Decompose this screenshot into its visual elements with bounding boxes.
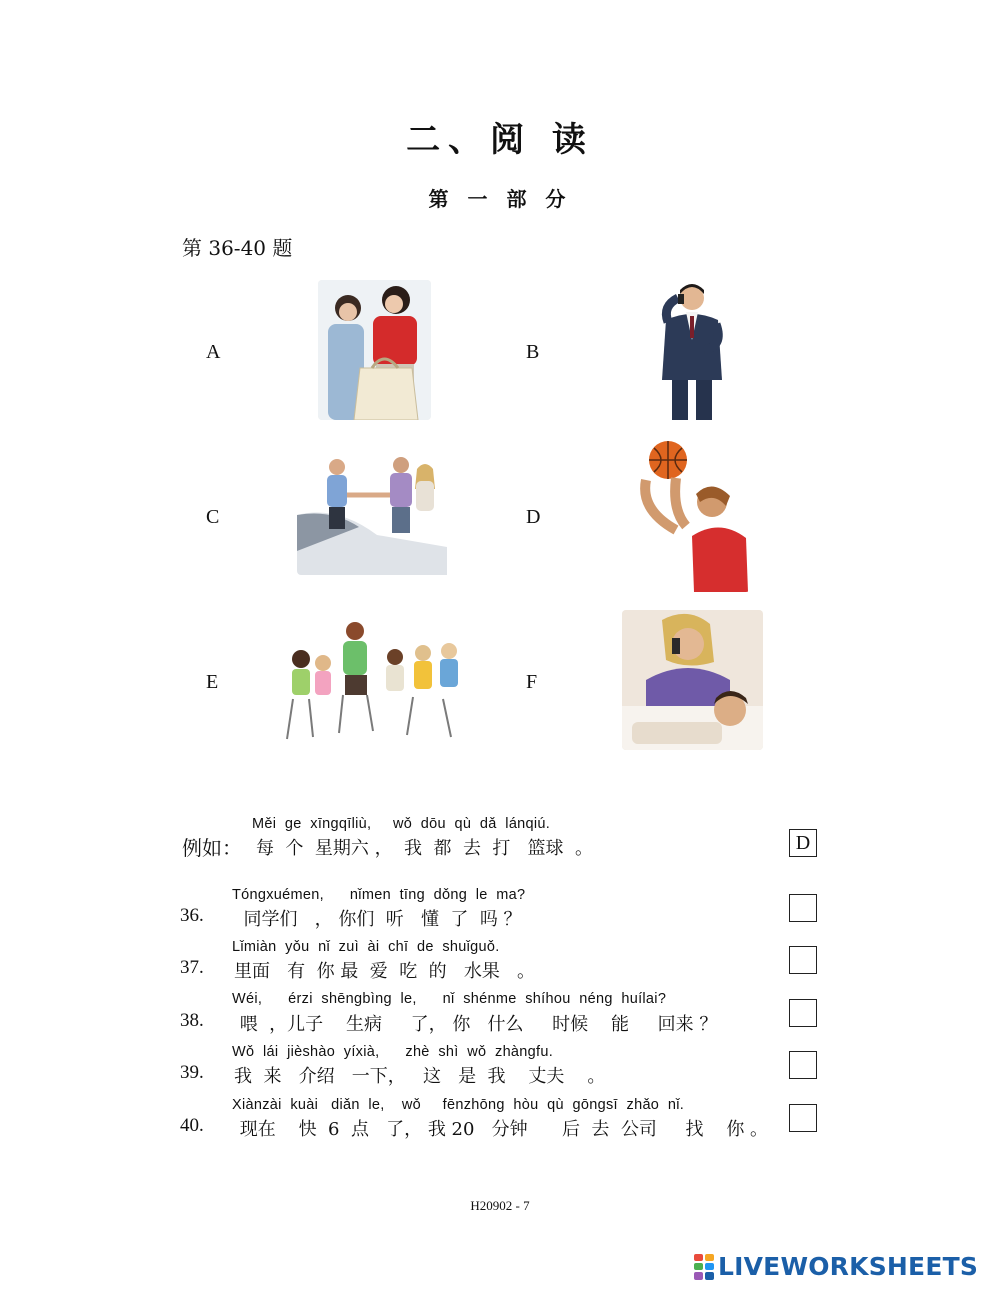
example-pinyin: Měi ge xīngqīliù, wǒ dōu qù dǎ lánqiú. [252, 816, 551, 832]
question-39-number: 39. [180, 1062, 204, 1083]
liveworksheets-wordmark: LIVEWORKSHEETS [718, 1252, 979, 1281]
question-36-pinyin: Tóngxuémen, nǐmen tīng dǒng le ma? [232, 887, 526, 903]
question-38-answer-box[interactable] [789, 999, 817, 1027]
people-handshake-car-icon [297, 455, 452, 575]
question-38-pinyin: Wéi, érzi shēngbìng le, nǐ shénme shíhou néng huílai? [232, 991, 667, 1007]
part-subtitle: 第 一 部 分 [428, 187, 572, 211]
businessman-phone-watch-icon [652, 280, 732, 422]
picture-letter-e: E [206, 671, 219, 693]
liveworksheets-brand[interactable] [694, 1252, 978, 1281]
question-36-number: 36. [180, 905, 204, 926]
teacher-children-circle-icon [283, 619, 467, 741]
example-label: 例如： [182, 836, 242, 860]
question-37-answer-box[interactable] [789, 946, 817, 974]
question-38-number: 38. [180, 1010, 204, 1031]
picture-letter-f: F [526, 671, 538, 693]
question-39-pinyin: Wǒ lái jièshào yíxià, zhè shì wǒ zhàngfu. [232, 1044, 554, 1060]
question-40-pinyin: Xiànzài kuài diǎn le, wǒ fēnzhōng hòu qù gōngsī zhǎo nǐ. [232, 1097, 685, 1113]
picture-letter-b: B [526, 341, 540, 363]
question-37-number: 37. [180, 957, 204, 978]
picture-letter-c: C [206, 506, 220, 528]
example-answer-box: D [789, 829, 817, 857]
question-40-sentence: 现在 快 6 点 了， 我 20 分钟 后 去 公司 找 你 。 [234, 1119, 769, 1140]
question-range: 第 36-40 题 [182, 236, 293, 260]
mother-phone-sick-child-icon [622, 610, 763, 750]
question-37-pinyin: Lǐmiàn yǒu nǐ zuì ài chī de shuǐguǒ. [232, 939, 500, 955]
page-code: H20902 - 7 [470, 1198, 530, 1213]
question-40-number: 40. [180, 1115, 204, 1136]
liveworksheets-logo-icon [694, 1254, 714, 1280]
question-37-sentence: 里面 有 你 最 爱 吃 的 水果 。 [234, 961, 535, 982]
question-36-sentence: 同学们 ， 你们 听 懂 了 吗 ？ [232, 909, 522, 930]
question-39-answer-box[interactable] [789, 1051, 817, 1079]
women-shopping-bag-icon [318, 280, 431, 420]
picture-letter-a: A [206, 341, 221, 363]
question-40-answer-box[interactable] [789, 1104, 817, 1132]
question-36-answer-box[interactable] [789, 894, 817, 922]
question-39-sentence: 我 来 介绍 一下， 这 是 我 丈夫 。 [234, 1066, 606, 1087]
man-shooting-basketball-icon [636, 440, 750, 592]
picture-letter-d: D [526, 506, 541, 528]
question-38-sentence: 喂 ，儿子 生病 了， 你 什么 时候 能 回来 ？ [234, 1014, 718, 1035]
example-sentence: 每 个 星期六 ， 我 都 去 打 篮球 。 [256, 838, 593, 859]
section-title: 二、阅 读 [406, 120, 594, 160]
